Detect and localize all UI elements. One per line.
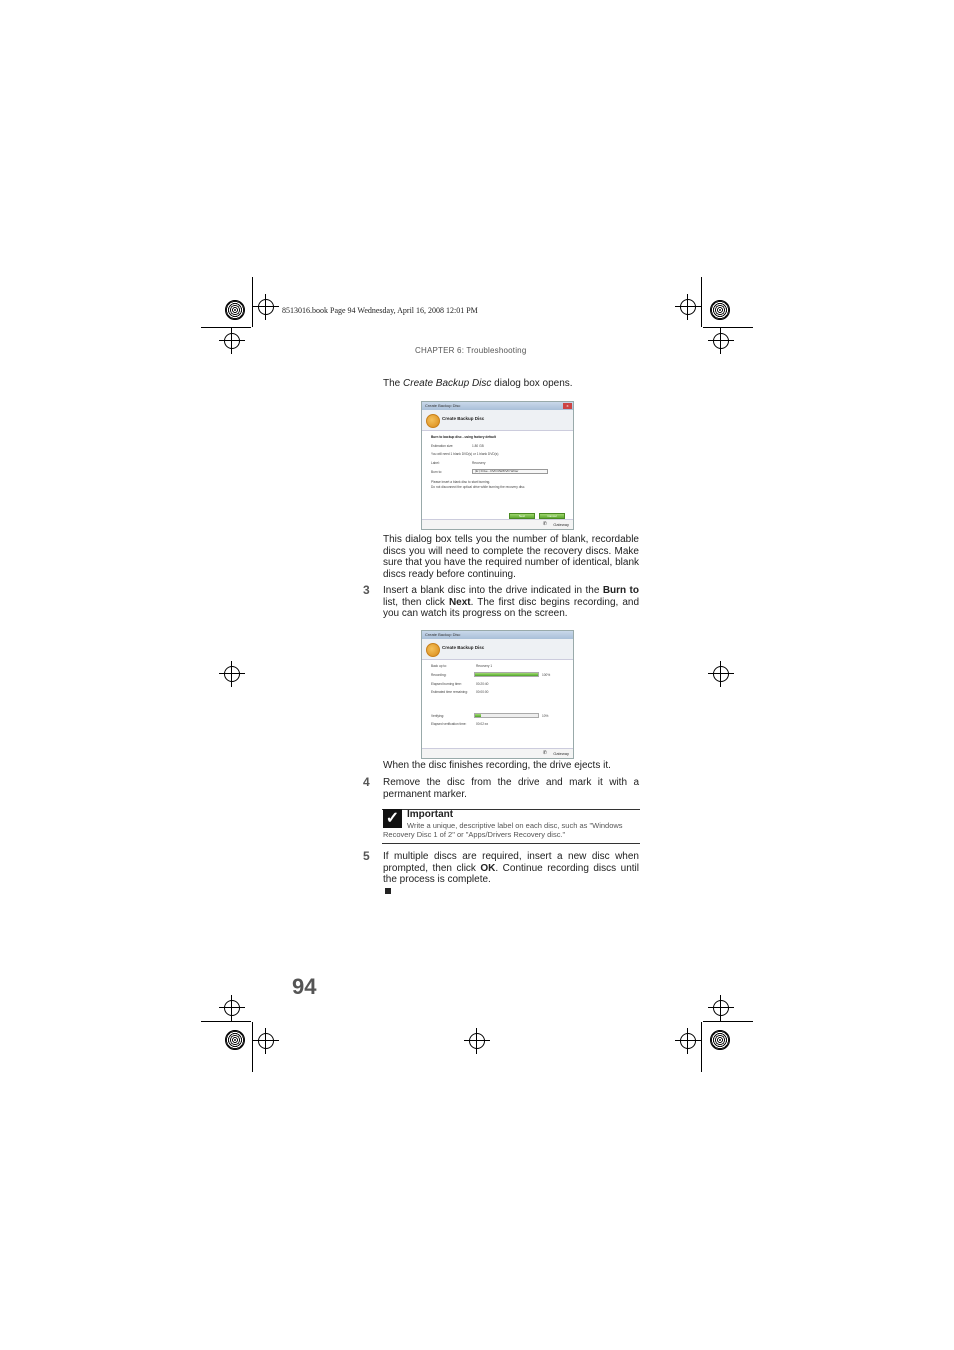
brand-name: Gateway [553, 522, 569, 527]
note-title: Important [407, 809, 454, 820]
step-number: 3 [363, 583, 370, 597]
next-keyword: Next [448, 596, 471, 608]
step-4-text: Remove the disc from the drive and mark it with a permanent marker. [383, 777, 639, 800]
dialog-heading: Create Backup Disc [442, 645, 485, 650]
verifying-progress-bar [474, 713, 539, 718]
registration-mark-icon [680, 1033, 696, 1049]
recording-progress-screenshot: Create Backup Disc Create Backup Disc Back up to: Recovery 1 Recording: 100% Elapsed burning time: 00:20:40 Estimated time remaining: 00:00:00 Verifying: 10% Elapsed verification time: 00:02:xx ✆ Gateway [421, 630, 574, 759]
registration-mark-icon [713, 666, 729, 682]
recording-progress-bar [474, 672, 539, 677]
registration-mark-icon [469, 1033, 485, 1049]
disc-count-paragraph: This dialog box tells you the number of blank, recordable discs you will need to complete the recovery discs. Make sure that you have the required number of identical, blank discs ready before continuing. [383, 534, 639, 580]
check-icon: ✓ [383, 809, 402, 828]
gateway-logo-icon: ✆ [542, 750, 547, 756]
step-5-text: If multiple discs are required, insert a new disc when prompted, then click OK. Continue recording discs until the process is complete. [383, 851, 639, 885]
note-text: Write a unique, descriptive label on each disc, such as "Windows Recovery Disc 1 of 2" or "Apps/Drivers Recovery disc." [383, 821, 623, 839]
intro-paragraph: The Create Backup Disc dialog box opens. [383, 378, 573, 389]
registration-mark-icon [258, 299, 274, 315]
dialog-header [422, 410, 573, 431]
cancel-button: Cancel [539, 513, 565, 519]
burn-to-select: (E:) Drive - DVD RW/DVD Writer [472, 469, 548, 474]
disc-logo-icon [426, 414, 440, 428]
eject-paragraph: When the disc finishes recording, the drive ejects it. [383, 760, 611, 771]
window-titlebar: Create Backup Disc [422, 631, 573, 639]
dialog-footer [422, 519, 573, 529]
dialog-name: Create Backup Disc [403, 378, 492, 389]
page-number: 94 [292, 974, 317, 999]
recording-progress-fill [475, 673, 538, 676]
registration-mark-icon [258, 1033, 274, 1049]
dialog-header [422, 639, 573, 660]
next-button: Next [509, 513, 535, 519]
print-header: 8513016.book Page 94 Wednesday, April 16, 2008 12:01 PM [282, 306, 478, 315]
running-head: CHAPTER 6: Troubleshooting [415, 346, 527, 355]
dialog-footer [422, 748, 573, 758]
step-3-text: Insert a blank disc into the drive indicated in the Burn to list, then click Next. The first disc begins recording, and you can watch its progress on the screen. [383, 585, 640, 619]
step-number: 5 [363, 849, 370, 863]
close-icon: x [563, 403, 572, 409]
disc-logo-icon [426, 643, 440, 657]
gateway-logo-icon: ✆ [542, 521, 547, 527]
brand-name: Gateway [553, 751, 569, 756]
section-label: Burn to backup disc - using factory default [431, 435, 496, 439]
burn-to-keyword: Burn to [602, 585, 639, 596]
registration-mark-icon [713, 333, 729, 349]
registration-mark-icon [224, 666, 240, 682]
dialog-heading: Create Backup Disc [442, 416, 485, 421]
registration-target-icon [710, 300, 730, 320]
registration-mark-icon [224, 1000, 240, 1016]
registration-mark-icon [224, 333, 240, 349]
verifying-progress-fill [475, 714, 481, 717]
registration-mark-icon [713, 1000, 729, 1016]
registration-target-icon [710, 1030, 730, 1050]
end-of-section-icon [385, 888, 391, 894]
registration-target-icon [225, 300, 245, 320]
ok-keyword: OK [480, 862, 496, 874]
window-titlebar: Create Backup Disc x [422, 402, 573, 410]
registration-target-icon [225, 1030, 245, 1050]
step-number: 4 [363, 775, 370, 789]
note-bottom-rule [382, 843, 640, 844]
registration-mark-icon [680, 299, 696, 315]
create-backup-disc-screenshot: Create Backup Disc x Create Backup Disc Burn to backup disc - using factory default Estimation size: 1.80 GB You will need 1 blank DVD(s) or 1 blank DVD(s) Label: Recovery Burn to: (E:) Drive - DVD RW/DVD Writer Please insert a blank disc to start burning. Do not disconnect the optical drive while burning the recovery disc. Next Cancel ✆ Gateway [421, 401, 574, 530]
